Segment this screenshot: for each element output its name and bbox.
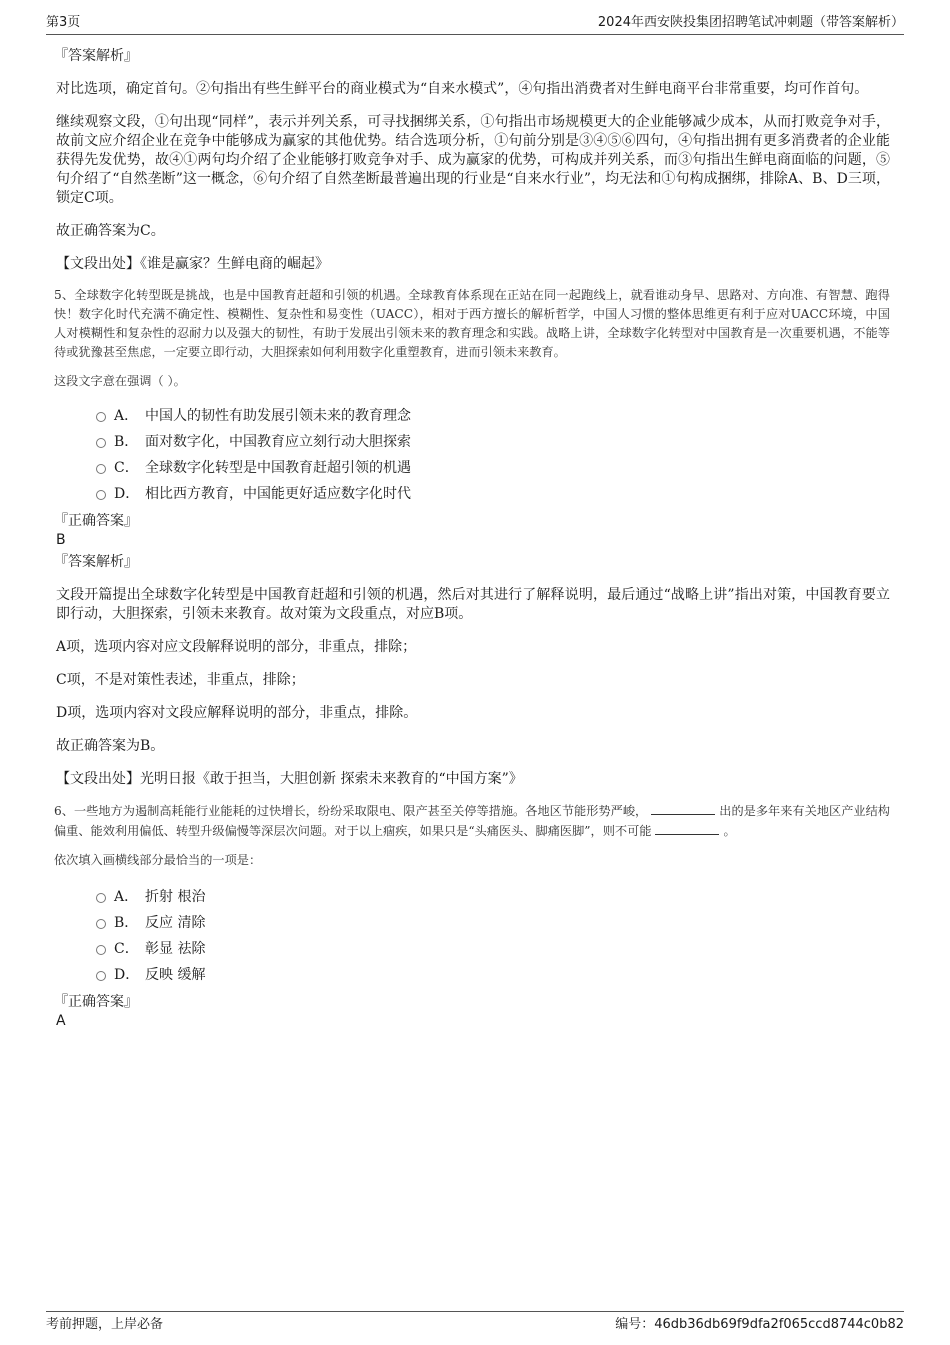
analysis-label: 『答案解析』 <box>54 554 138 570</box>
option-letter: C． <box>114 941 139 957</box>
radio-button-icon[interactable] <box>96 945 106 955</box>
option-text: 相比西方教育，中国能更好适应数字化时代 <box>145 486 411 502</box>
option-text: 彰显 祛除 <box>145 941 206 957</box>
fill-blank <box>651 801 715 815</box>
option-letter: D． <box>114 967 140 983</box>
option-letter: A． <box>114 408 139 424</box>
option-letter: B． <box>114 915 139 931</box>
analysis-label: 『答案解析』 <box>54 48 138 64</box>
option-c[interactable] <box>96 455 890 481</box>
page-footer <box>46 1311 904 1334</box>
question-stem: 5、全球数字化转型既是挑战，也是中国教育赶超和引领的机遇。全球教育体系现在正站在同一起跑线上，就看谁动身早、思路对、方向准、有智慧、跑得快！数字化时代充满不确定性、模糊性、复杂性和易变性（UACC），相对于西方擅长的解析哲学，中国人习惯的整体思维更有利于应对UACC环境，中国人对模糊性和复杂性的忍耐力以及强大的韧性，有助于发展出引领未来的教育理念和实践。战略上讲，全球数字化转型对中国教育是一次重要机遇，不能等待或犹豫甚至焦虑，一定要立即行动，大胆探索如何利用数字化重塑教育，进而引领未来教育。 <box>54 288 890 359</box>
question-prompt: 依次填入画横线部分最恰当的一项是： <box>54 853 262 867</box>
page-content <box>56 46 890 1030</box>
analysis-paragraph: D项，选项内容对文段应解释说明的部分，非重点，排除。 <box>56 705 418 721</box>
correct-answer-label: 『正确答案』 <box>54 513 138 529</box>
analysis-conclusion: 故正确答案为C。 <box>56 223 165 239</box>
option-letter: C． <box>114 460 139 476</box>
question-prompt: 这段文字意在强调（ ）。 <box>54 374 186 388</box>
option-letter: B． <box>114 434 139 450</box>
option-text: 反应 清除 <box>145 915 206 931</box>
question-stem <box>54 801 890 841</box>
correct-answer: B <box>56 532 66 548</box>
footer-slogan: 考前押题，上岸必备 <box>46 1317 164 1332</box>
page-header <box>46 12 904 35</box>
option-letter: D． <box>114 486 140 502</box>
document-code: 编号：46db36db69f9dfa2f065ccd8744c0b82 <box>615 1317 904 1332</box>
analysis-conclusion: 故正确答案为B。 <box>56 738 165 754</box>
option-text: 折射 根治 <box>145 889 206 905</box>
option-text: 中国人的韧性有助发展引领未来的教育理念 <box>145 408 411 424</box>
passage-source: 【文段出处】《谁是赢家？生鲜电商的崛起》 <box>56 256 329 272</box>
page-number: 第3页 <box>46 15 81 30</box>
option-text: 反映 缓解 <box>145 967 206 983</box>
option-b[interactable] <box>96 910 890 936</box>
analysis-paragraph: 继续观察文段，①句出现“同样”，表示并列关系，可寻找捆绑关系，①句指出市场规模更大的企业能够减少成本，从而打败竞争对手，故前文应介绍企业在竞争中能够成为赢家的其他优势。结合选项分析，①句前分别是③④⑤⑥四句，④句指出拥有更多消费者的企业能获得先发优势，故④①两句均介绍了企业能够打败竞争对手、成为赢家的优势，可构成并列关系，而③句指出生鲜电商面临的问题，⑤句介绍了“自然垄断”这一概念，⑥句介绍了自然垄断最普遍出现的行业是“自来水行业”，均无法和①句构成捆绑，排除A、B、D三项，锁定C项。 <box>56 114 890 206</box>
radio-button-icon[interactable] <box>96 971 106 981</box>
analysis-paragraph: C项，不是对策性表述，非重点，排除； <box>56 672 305 688</box>
radio-button-icon[interactable] <box>96 490 106 500</box>
fill-blank <box>655 821 719 835</box>
radio-button-icon[interactable] <box>96 438 106 448</box>
option-b[interactable] <box>96 429 890 455</box>
analysis-paragraph: 文段开篇提出全球数字化转型是中国教育赶超和引领的机遇，然后对其进行了解释说明，最后通过“战略上讲”指出对策，中国教育要立即行动，大胆探索，引领未来教育。故对策为文段重点，对应B项。 <box>56 587 890 622</box>
radio-button-icon[interactable] <box>96 464 106 474</box>
option-a[interactable] <box>96 884 890 910</box>
passage-source: 【文段出处】光明日报《敢于担当，大胆创新 探索未来教育的“中国方案”》 <box>56 771 523 787</box>
stem-text: 。 <box>723 824 736 838</box>
option-list <box>96 403 890 507</box>
correct-answer-label: 『正确答案』 <box>54 994 138 1010</box>
option-text: 全球数字化转型是中国教育赶超引领的机遇 <box>145 460 411 476</box>
radio-button-icon[interactable] <box>96 893 106 903</box>
option-a[interactable] <box>96 403 890 429</box>
option-text: 面对数字化，中国教育应立刻行动大胆探索 <box>145 434 411 450</box>
correct-answer: A <box>56 1013 66 1029</box>
option-letter: A． <box>114 889 139 905</box>
option-d[interactable] <box>96 481 890 507</box>
option-list <box>96 884 890 988</box>
analysis-paragraph: A项，选项内容对应文段解释说明的部分，非重点，排除； <box>56 639 417 655</box>
option-d[interactable] <box>96 962 890 988</box>
analysis-paragraph: 对比选项，确定首句。②句指出有些生鲜平台的商业模式为“自来水模式”，④句指出消费者对生鲜电商平台非常重要，均可作首句。 <box>56 81 869 97</box>
document-title: 2024年西安陕投集团招聘笔试冲刺题（带答案解析） <box>597 15 904 30</box>
stem-text: 出的是多年来有关地区产业结构偏重、能效利用偏低、转型升级偏慢等深层次问题。对于以上痼疾，如果只是“头痛医头、脚痛医脚”，则不可能 <box>54 804 890 838</box>
radio-button-icon[interactable] <box>96 919 106 929</box>
stem-text: 6、一些地方为遏制高耗能行业能耗的过快增长，纷纷采取限电、限产甚至关停等措施。各地区节能形势严峻， <box>54 804 648 818</box>
radio-button-icon[interactable] <box>96 412 106 422</box>
option-c[interactable] <box>96 936 890 962</box>
